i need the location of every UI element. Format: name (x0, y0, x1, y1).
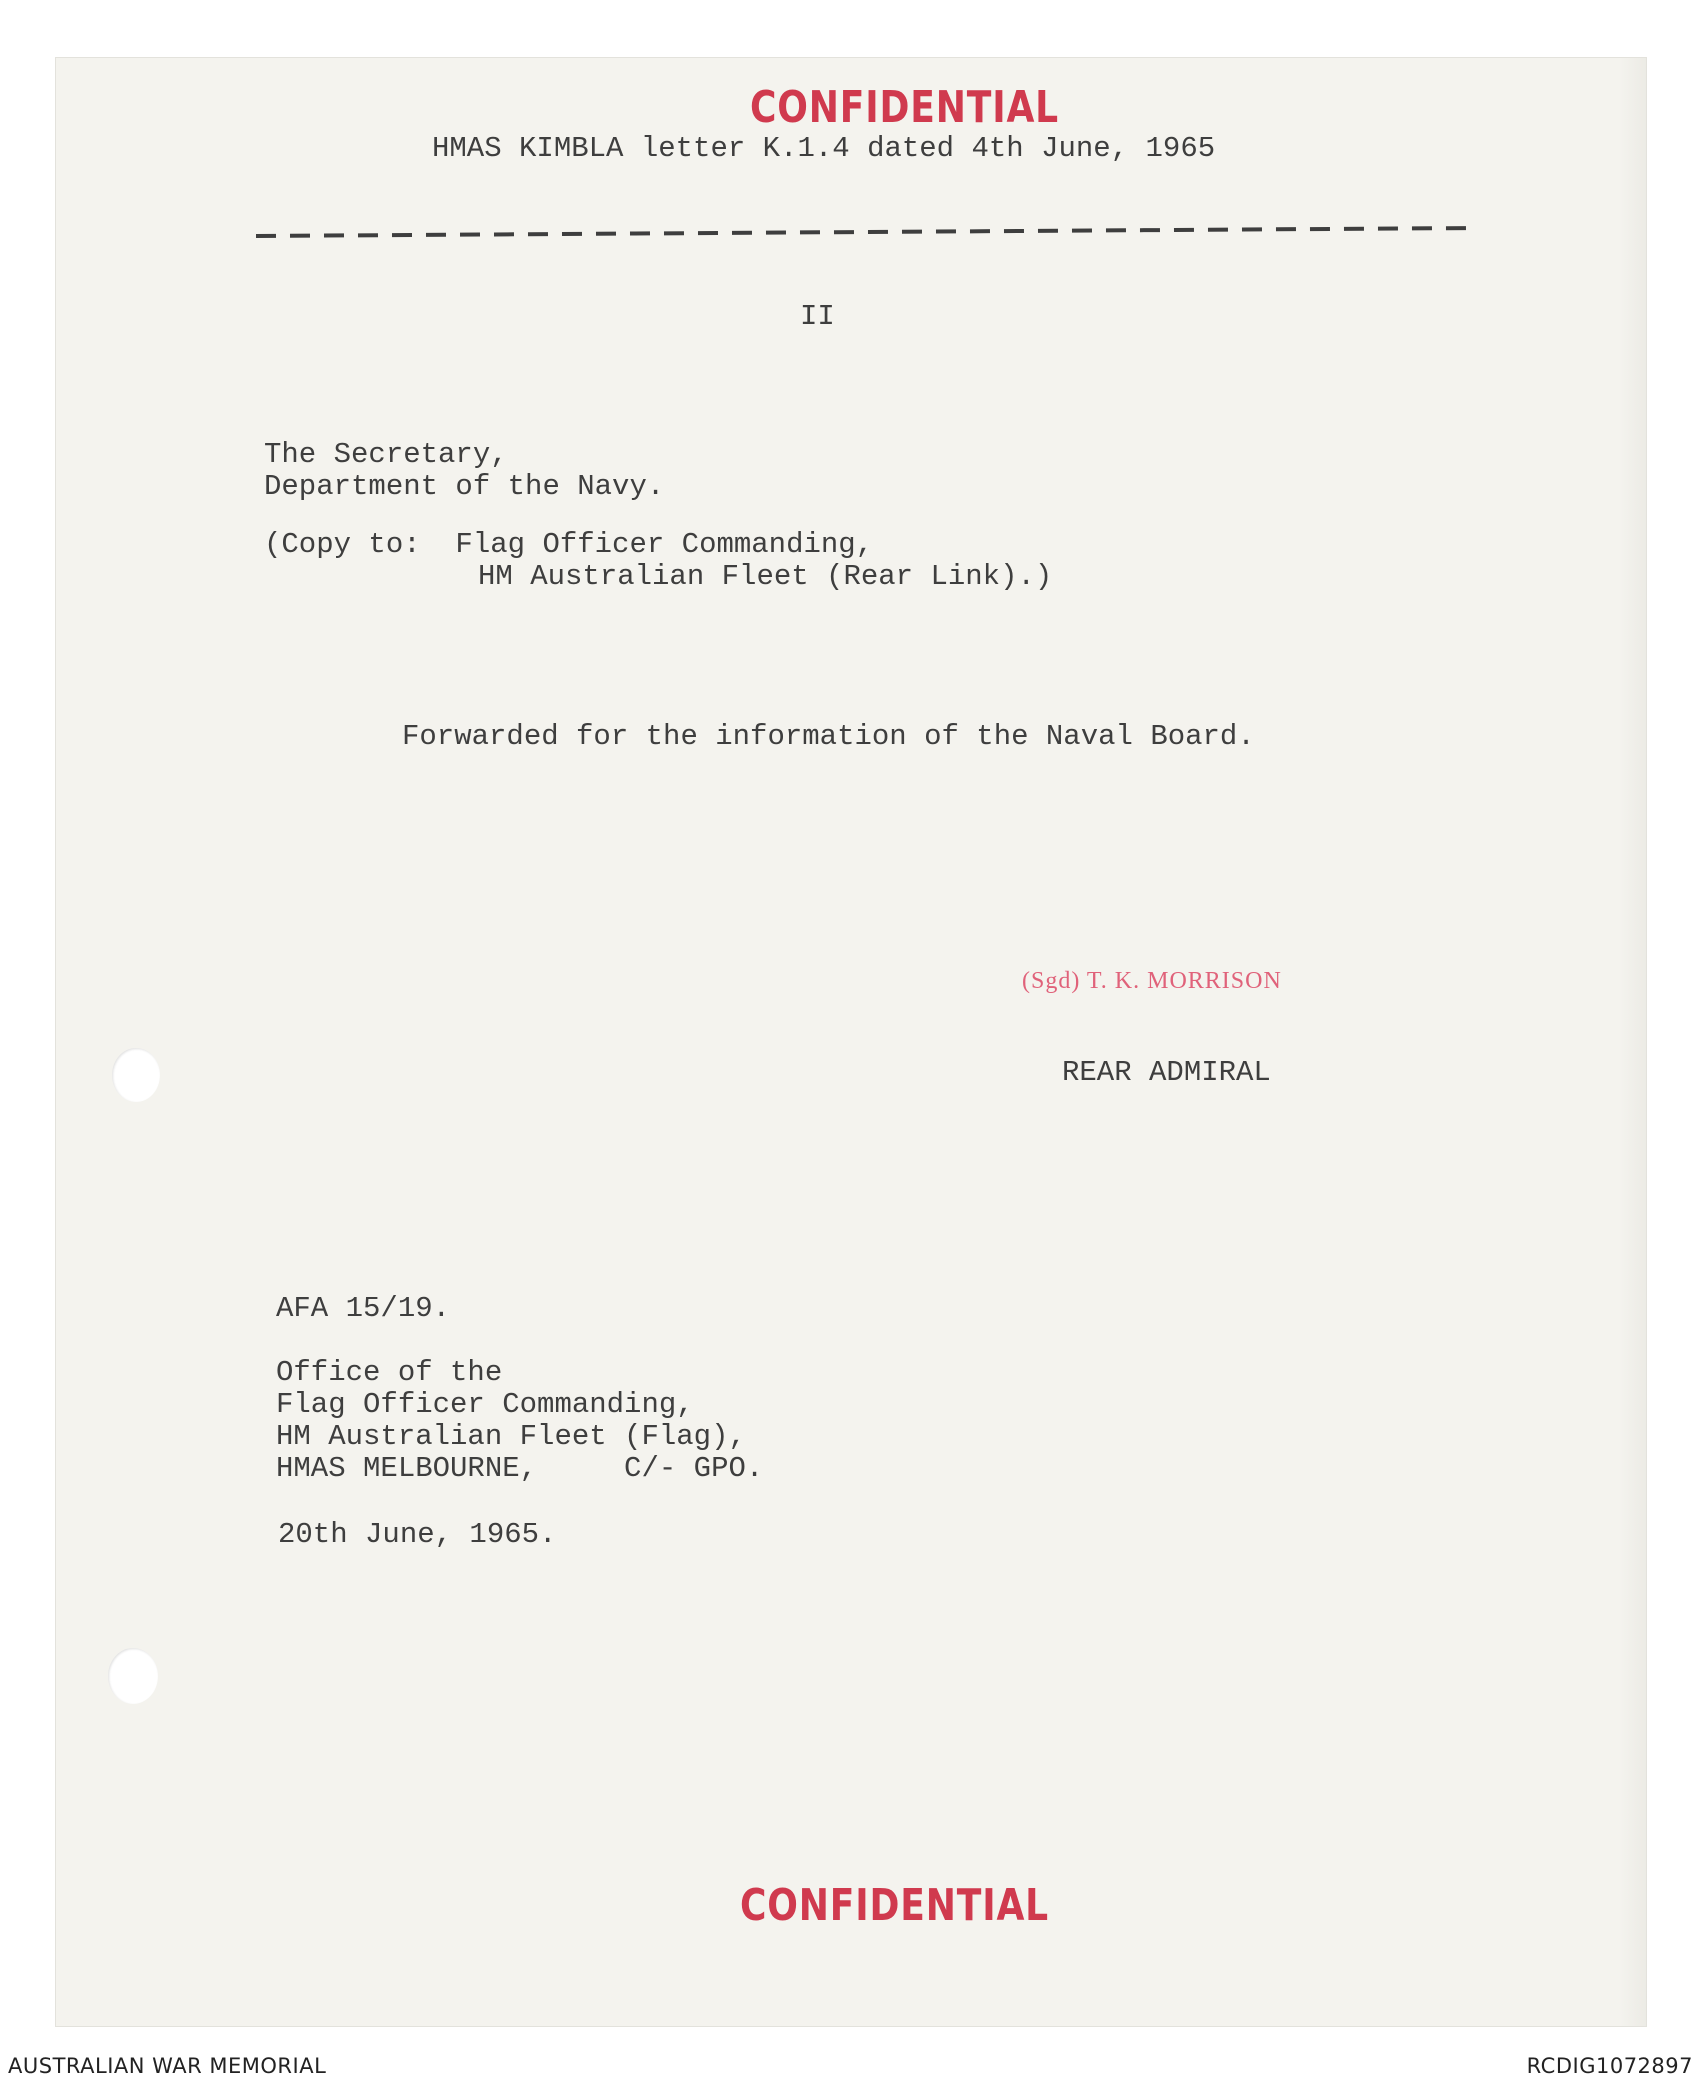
punch-hole-upper (112, 1048, 160, 1102)
file-reference: AFA 15/19. (276, 1292, 451, 1325)
office-line-1: Office of the (276, 1356, 503, 1389)
office-line-4: HMAS MELBOURNE, C/- GPO. (276, 1452, 764, 1485)
reference-line: HMAS KIMBLA letter K.1.4 dated 4th June, 1965 (432, 132, 1216, 165)
footer-source-label: AUSTRALIAN WAR MEMORIAL (8, 2054, 327, 2078)
confidential-stamp-top: CONFIDENTIAL (750, 82, 1059, 133)
office-line-2: Flag Officer Commanding, (276, 1388, 694, 1421)
document-page (56, 58, 1646, 2026)
paper-edge (1620, 58, 1646, 2026)
punch-hole-lower (108, 1648, 158, 1704)
dashed-separator (256, 208, 1476, 246)
confidential-stamp-bottom: CONFIDENTIAL (740, 1880, 1049, 1931)
signature-stamp: (Sgd) T. K. MORRISON (1022, 968, 1282, 994)
footer-record-id: RCDIG1072897 (1526, 2054, 1693, 2078)
copy-to-line-2: HM Australian Fleet (Rear Link).) (478, 560, 1053, 593)
section-number: II (800, 300, 835, 333)
signatory-rank: REAR ADMIRAL (1062, 1056, 1271, 1089)
addressee-line-2: Department of the Navy. (264, 470, 665, 503)
office-line-3: HM Australian Fleet (Flag), (276, 1420, 746, 1453)
addressee-line-1: The Secretary, (264, 438, 508, 471)
document-date: 20th June, 1965. (278, 1518, 557, 1551)
body-text: Forwarded for the information of the Naval Board. (402, 720, 1255, 753)
copy-to-line-1: (Copy to: Flag Officer Commanding, (264, 528, 874, 561)
